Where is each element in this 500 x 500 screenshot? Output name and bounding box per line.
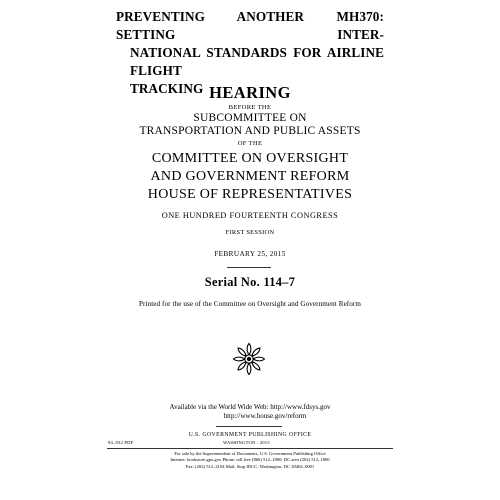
title-line-3: TRACKING [130,81,204,96]
gpo-label: U.S. GOVERNMENT PUBLISHING OFFICE [188,432,312,438]
title-line-2: NATIONAL STANDARDS FOR AIRLINE FLIGHT [130,45,384,78]
subcommittee-line-2: TRANSPORTATION AND PUBLIC ASSETS [139,125,361,137]
committee-line-2: AND GOVERNMENT REFORM [150,169,350,184]
before-the-label: BEFORE THE [228,104,272,111]
congress-label: ONE HUNDRED FOURTEENTH CONGRESS [161,211,339,220]
sale-line-2: Internet: bookstore.gpo.gov Phone: toll free (866) 512–1800; DC area (202) 512–1800 [170,457,330,463]
sale-note [0,451,500,470]
publication-place: WASHINGTON : 2015 [223,440,270,445]
divider-rule [227,267,271,268]
title-line-1: PREVENTING ANOTHER MH370: SETTING INTER- [116,9,384,42]
availability-line-1: Available via the World Wide Web: http://www.fdsys.gov [169,403,331,411]
printed-for-note: Printed for the use of the Committee on Oversight and Government Reform [138,300,362,308]
of-the-label: OF THE [237,140,263,147]
hearing-heading: HEARING [209,83,291,102]
hearing-date: FEBRUARY 25, 2015 [214,250,286,258]
divider-rule [216,426,282,427]
committee-line-3: HOUSE OF REPRESENTATIVES [147,187,353,202]
session-label: FIRST SESSION [225,229,275,236]
gpo-seal-icon [231,341,267,377]
subcommittee-line-1: SUBCOMMITTEE ON [193,112,307,124]
sale-line-3: Fax: (202) 512–2104 Mail: Stop IDCC, Washington, DC 20402–0001 [185,463,315,469]
serial-number: Serial No. 114–7 [204,275,296,289]
document-code: 94–932 PDF [108,440,134,445]
availability-note [0,403,500,421]
availability-line-2: http://www.house.gov/reform [223,412,307,420]
committee-name [0,150,500,204]
sale-line-1: For sale by the Superintendent of Documents, U.S. Government Publishing Office [174,451,326,456]
committee-line-1: COMMITTEE ON OVERSIGHT [151,151,349,166]
divider-rule [107,448,393,449]
subcommittee-name [0,112,500,138]
